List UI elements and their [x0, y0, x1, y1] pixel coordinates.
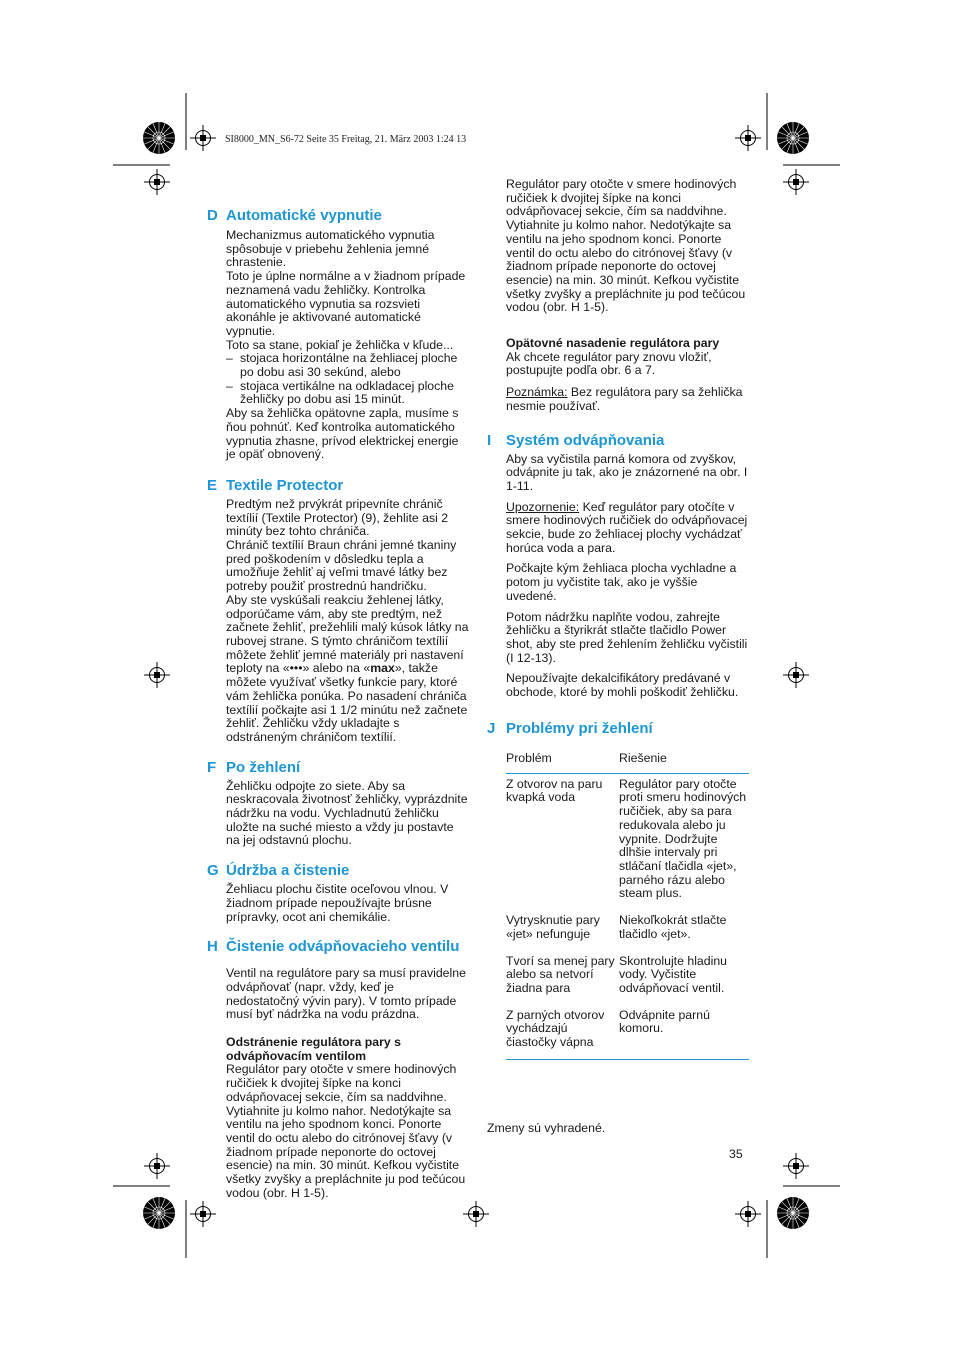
problem-cell: Vytrysknutie pary «jet» nefunguje	[506, 913, 600, 941]
solution-cell: Niekoľkokrát stlačte tlačidlo «jet».	[619, 913, 727, 941]
table-header	[506, 749, 749, 774]
paragraph: Žehliacu plochu čistite oceľovou vlnou. V žiadnom prípade nepoužívajte brúsne prípravky, ocot ani chemikálie.	[226, 882, 449, 924]
section-g-heading	[207, 862, 469, 879]
section-f-heading	[207, 759, 469, 776]
section-title: Systém odvápňovania	[506, 431, 665, 449]
max-setting: max	[370, 661, 395, 676]
section-g-body	[207, 883, 469, 924]
list-item: – stojaca horizontálne na žehliacej ploche po dobu asi 30 sekúnd, alebo	[226, 351, 458, 380]
table-row	[506, 914, 749, 941]
warning: Upozornenie: Keď regulátor pary otočíte v smere hodinových ručičiek do odvápňovacej sekcie, bude zo žehliacej plochy vychádzať horúca voda a para.	[506, 499, 748, 555]
section-letter: D	[207, 207, 218, 224]
paragraph: Regulátor pary otočte v smere hodinových ručičiek k dvojitej šípke na konci odvápňovacej sekcie, čím sa naddvihne. Vytiahnite ju kolmo nahor. Nedotýkajte sa ventilu na jeho spodnom konci. Ponorte ventil do octu alebo do citrónovej šťavy (v žiadnom prípade neponorte do octovej esencie) na min. 30 minút. Kefkou vyčistite všetky zvyšky a prepláchnite ju pod tečúcou vodou (obr. H 1-5).	[226, 1062, 466, 1200]
troubleshooting-table	[487, 749, 749, 1060]
note-label: Poznámka:	[506, 385, 568, 400]
subheading: Odstránenie regulátora pary s odvápňovacím ventilom	[226, 1035, 401, 1063]
paragraph: Aby sa žehlička opätovne zapla, musíme s ňou pohnúť. Keď kontrolka automatického vypnutia zhasne, prívod elektrickej energie je opäť obnovený.	[226, 406, 459, 462]
problem-cell: Z parných otvorov vychádzajú čiastočky vápna	[506, 1007, 605, 1050]
paragraph: Chránič textílií Braun chráni jemné tkaniny pred poškodením v dôsledku tepla a umožňuje žehliť aj veľmi tmavé látky bez potreby použiť prostrednú handričku.	[226, 538, 457, 594]
paragraph: Predtým než prvýkrát pripevníte chránič textílií (Textile Protector) (9), žehlite asi 2 minúty bez tohto chrániča.	[226, 496, 449, 539]
section-d-heading	[207, 207, 469, 224]
temperature-dots: •••	[289, 661, 303, 676]
section-letter: H	[207, 938, 218, 956]
section-title: Údržba a čistenie	[226, 862, 350, 880]
paragraph: Ventil na regulátore pary sa musí pravidelne odvápňovať (napr. vždy, keď je nedostatočný vývin pary). V tomto prípade musí byť nádržka na vodu prázdna.	[226, 966, 466, 1022]
section-title: Čistenie odvápňovacieho ventilu	[226, 938, 460, 956]
solution-cell: Odvápnite parnú komoru.	[619, 1007, 710, 1036]
section-letter: J	[487, 719, 496, 737]
paragraph: Nepoužívajte dekalcifikátory predávané v obchode, ktoré by mohli poškodiť žehličku.	[506, 671, 739, 700]
section-i-heading	[487, 432, 749, 449]
section-h-heading	[207, 938, 469, 955]
problem-cell: Tvorí sa menej pary alebo sa netvorí žiadna para	[506, 953, 615, 995]
paragraph: Potom nádržku naplňte vodou, zahrejte žehličku a štyrikrát stlačte tlačidlo Power shot, aby ste pred žehlením žehličku vyčistili (I 12-13).	[506, 609, 748, 665]
paragraph: Aby sa vyčistila parná komora od zvyškov, odvápnite ju tak, ako je znázornené na obr. I 1-11.	[506, 451, 748, 493]
table-bottom-rule	[506, 1059, 749, 1060]
section-letter: F	[207, 758, 217, 776]
column-header-problem: Problém	[506, 750, 552, 765]
table-row	[506, 955, 749, 996]
section-d-body	[207, 229, 469, 462]
section-i-body	[487, 453, 749, 700]
solution-cell: Skontrolujte hladinu vody. Vyčistite odvápňovací ventil.	[619, 953, 728, 995]
section-letter: G	[207, 862, 219, 880]
section-h-continued	[487, 177, 749, 414]
paragraph: Počkajte kým žehliaca plocha vychladne a potom ju vyčistite tak, ako je vyššie uvedené.	[506, 561, 737, 603]
right-column	[487, 177, 749, 1060]
paragraph: Toto je úplne normálne a v žiadnom prípade neznamená vadu žehličky. Kontrolka automatického vypnutia sa rozsvieti akonáhle je aktivované automatické vypnutie.	[226, 269, 466, 338]
section-h-body	[207, 966, 469, 1200]
note: Poznámka: Bez regulátora pary sa žehlička nesmie používať.	[506, 385, 743, 413]
section-e-body	[207, 498, 469, 745]
problem-cell: Z otvorov na paru kvapká voda	[506, 776, 603, 805]
paragraph: Toto sa stane, pokiaľ je žehlička v kľude...	[226, 337, 454, 352]
paragraph: Aby ste vyskúšali reakciu žehlenej látky, odporúčame vám, aby ste predtým, než začnete žehliť, prežehlili malý kúsok látky na rubovej strane. S týmto chráničom textílií môžete žehliť jemné materiály pri nastavení teploty na «•••» alebo na «max», takže môžete využívať všetky funkcie pary, ktoré vám žehlička ponúka. Po nasadení chrániča textílií počkajte asi 1 1/2 minútu než začnete žehliť. Žehličku vždy ukladajte s odstráneným chráničom textílií.	[226, 592, 469, 744]
section-title: Textile Protector	[226, 476, 344, 494]
section-f-body	[207, 780, 469, 849]
paragraph: Mechanizmus automatického vypnutia spôsobuje v priebehu žehlenia jemné chrastenie.	[226, 228, 435, 270]
section-title: Po žehlení	[226, 758, 301, 776]
table-row	[506, 1009, 749, 1050]
section-letter: E	[207, 476, 218, 494]
table-body	[506, 774, 749, 1050]
paragraph: Ak chcete regulátor pary znovu vložiť, postupujte podľa obr. 6 a 7.	[506, 349, 712, 378]
list-item: – stojaca vertikálne na odkladacej ploche žehličky po dobu asi 15 minút.	[226, 378, 454, 407]
paragraph: Regulátor pary otočte v smere hodinových ručičiek k dvojitej šípke na konci odvápňovacej sekcie, čím sa naddvihne. Vytiahnite ju kolmo nahor. Nedotýkajte sa ventilu na jeho spodnom konci. Ponorte ventil do octu alebo do citrónovej šťavy (v žiadnom prípade neponorte do octovej esencie) na min. 30 minút. Kefkou vyčistite všetky zvyšky a prepláchnite ju pod tečúcou vodou (obr. H 1-5).	[506, 177, 746, 315]
section-j-heading	[487, 720, 749, 737]
section-e-heading	[207, 477, 469, 494]
solution-cell: Regulátor pary otočte proti smeru hodinových ručičiek, aby sa para redukovala alebo ju vypnite. Dodržujte dlhšie intervaly pri stláčaní tlačidla «jet», parného rázu alebo steam plus.	[619, 776, 747, 901]
footer-note: Zmeny sú vyhradené.	[487, 1121, 606, 1135]
print-header: SI8000_MN_S6-72 Seite 35 Freitag, 21. März 2003 1:24 13	[225, 134, 467, 145]
left-column	[207, 205, 469, 1200]
section-title: Automatické vypnutie	[226, 207, 382, 224]
section-title: Problémy pri žehlení	[506, 719, 653, 737]
subheading: Opätovné nasadenie regulátora pary	[506, 336, 720, 350]
section-letter: I	[487, 431, 492, 449]
page-number: 35	[729, 1147, 743, 1161]
column-header-solution: Riešenie	[619, 750, 667, 765]
warning-label: Upozornenie:	[506, 499, 580, 514]
paragraph: Žehličku odpojte zo siete. Aby sa neskracovala životnosť žehličky, vyprázdnite nádržku na vodu. Vychladnutú žehličku uložte na suché miesto a vždy ju postavte na jej odstavnú plochu.	[226, 778, 468, 848]
table-row	[506, 778, 749, 901]
